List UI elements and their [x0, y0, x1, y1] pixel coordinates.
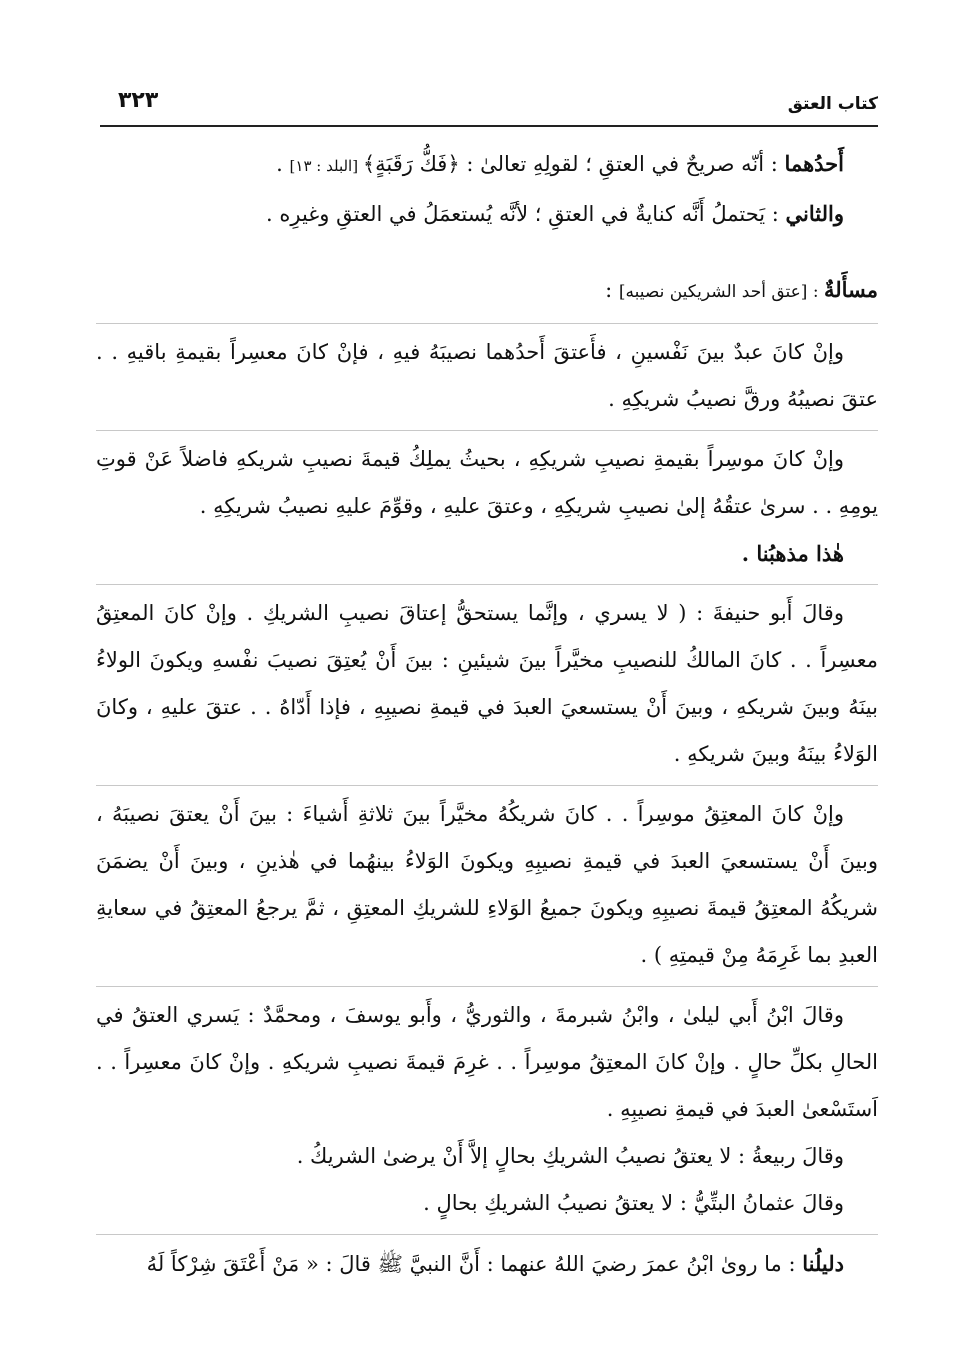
paragraph-rabia: وقالَ ربيعةُ : لا يعتقُ نصيبُ الشريكِ بحالٍ إلاَّ أَنْ يرضىٰ الشريكُ . — [296, 1144, 844, 1168]
first-view-end: . — [276, 152, 290, 176]
paragraph-abu-hanifa: وقالَ أَبو حنيفةَ : ( لا يسري ، وإنَّما يستحقُّ إعتاقَ نصيبِ الشريكِ . وإنْ كانَ المعتِقُ معسِراً . . كانَ المالكُ للنصيبِ مخيَّراً بينَ شيئينِ : بينَ أَنْ يُعتِقَ نصيبَ نفْسهِ ويكونَ الولاءُ بينَهُ وبينَ شريكهِ ، وبينَ أَنْ يستسعيَ العبدَ في قيمةِ نصيبِهِ ، فإذا أَدّاهُ . . عتقَ عليهِ ، وكانَ الوَلاءُ بينَهُ وبينَ شريكهِ . — [96, 601, 878, 766]
paragraph-evidence — [96, 1240, 878, 1288]
paragraph-uthman-batti: وقالَ عثمانُ البتِّيُّ : لا يعتقُ نصيبُ الشريكِ بحالٍ . — [423, 1191, 844, 1215]
main-text — [96, 140, 878, 1288]
issue-title: : [عتق أحد الشريكين نصيبه] — [618, 282, 824, 302]
paragraph-solvent-options: وإنْ كانَ المعتِقُ موسِراً . . كانَ شريكُهُ مخيَّراً بينَ ثلاثةِ أَشياءَ : بينَ أَنْ يعتقَ نصيبَهُ ، وبينَ أَنْ يستسعيَ العبدَ في قيمةِ نصيبِهِ ويكونَ الوَلاءُ بينهُما في هٰذينِ ، وبينَ أَنْ يضمَنَ شريكُهُ المعتِقُ قيمةَ نصيبِهِ ويكونَ جميعُ الوَلاءِ للشريكِ المعتِقِ ، ثمَّ يرجعُ المعتِقُ في سعايةِ العبدِ بما غَرِمَهُ مِنْ قيمتِهِ ) . — [96, 802, 878, 967]
running-title: كتاب العتق — [787, 94, 878, 114]
issue-heading — [96, 266, 878, 316]
first-view-lead: أَحدُهما — [784, 151, 844, 176]
issue-label: مسأَلةٌ — [823, 277, 878, 302]
paragraph-second-view — [96, 190, 878, 238]
paragraph-solvent: وإنْ كانَ موسِراً بقيمةِ نصيبِ شريكِهِ ، بحيثُ يملِكُ قيمةَ نصيبِ شريكهِ فاضلاً عَنْ قوتِ يومِهِ . . سرىٰ عتقُهُ إلىٰ نصيبِ شريكِهِ ، وعتقَ عليهِ ، وقوِّمَ عليهِ نصيبُ شريكِهِ . — [96, 447, 878, 518]
paragraph-separator — [96, 430, 878, 431]
paragraph-ibn-abi-layla: وقالَ ابْنُ أَبي ليلىٰ ، وابْنُ شبرمةَ ، والثوريُّ ، وأَبو يوسفَ ، ومحمَّدٌ : يَسري العتقُ في الحالِ بكلِّ حالٍ . وإنْ كانَ المعتِقُ موسِراً . . غرِمَ قيمةَ نصيبِ شريكهِ . وإنْ كانَ معسِراً . . اَستَسْعىٰ العبدَ في قيمةِ نصيبِهِ . — [96, 1003, 878, 1121]
paragraph-first-view — [96, 140, 878, 190]
evidence-lead: دليلُنا — [802, 1251, 844, 1276]
header-rule — [100, 125, 878, 127]
quran-verse: ﴿فَكُّ رَقَبَةٍ﴾ — [362, 152, 460, 176]
evidence-text: : ما روىٰ ابْنُ عمرَ رضيَ اللهُ عنهما : أَنَّ النبيَّ ﷺ قالَ : « مَنْ أَعْتَقَ شِرْكاً لَهُ — [146, 1252, 803, 1276]
paragraph-separator — [96, 986, 878, 987]
verse-citation: [البلد : ١٣] — [289, 157, 363, 175]
paragraph-separator — [96, 785, 878, 786]
paragraph-separator — [96, 323, 878, 324]
second-view-text: : يَحتملُ أَنَّه كنايةٌ في العتقِ ؛ لأنَّه يُستعمَلُ في العتقِ وغيرِه . — [266, 202, 786, 226]
paragraph-insolvent: وإنْ كانَ عبدٌ بينَ نَفْسينِ ، فأَعتقَ أَحدُهما نصيبَهُ فيهِ ، فإنْ كانَ معسِراً بقيمةِ باقيهِ . . عتقَ نصيبُهُ ورقَّ نصيبُ شريكِهِ . — [96, 340, 878, 411]
page-number: ٣٢٣ — [118, 88, 159, 113]
paragraph-madhhab: هٰذا مذهبُنا . — [741, 541, 844, 566]
second-view-lead: والثاني — [785, 201, 844, 226]
paragraph-separator — [96, 1234, 878, 1235]
section-gap — [96, 238, 878, 266]
first-view-text: : أنّه صريحٌ في العتقِ ؛ لقولِهِ تعالىٰ : — [459, 152, 785, 176]
page-header — [100, 88, 878, 124]
paragraph-separator — [96, 584, 878, 585]
issue-colon: : — [605, 278, 619, 302]
